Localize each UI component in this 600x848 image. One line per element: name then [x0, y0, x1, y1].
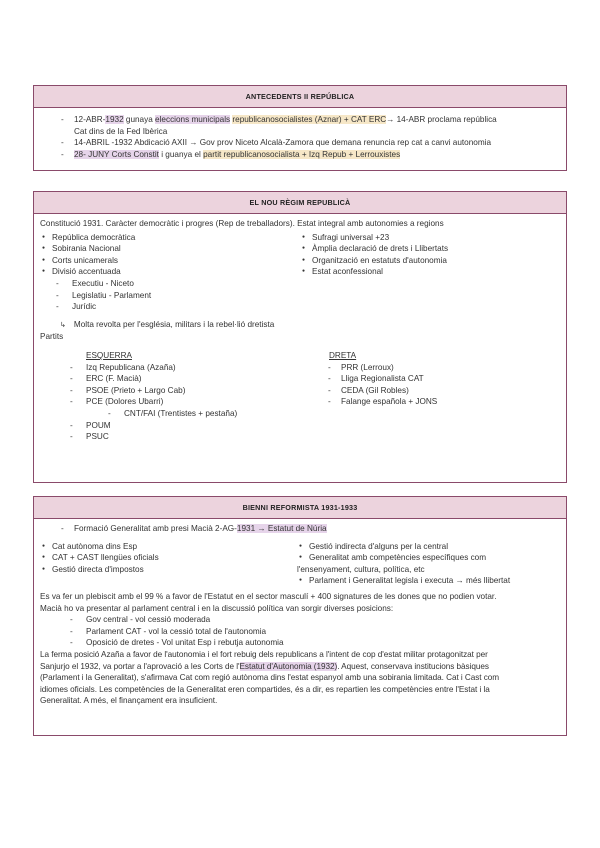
features-left	[40, 232, 300, 313]
section-antecedents	[33, 85, 567, 171]
list-item: ● Generalitat amb competències específiques com	[297, 552, 560, 564]
paragraph: La ferma posició Azaña a favor de l'autonomia i el fort rebuig dels republicans a l'intent de cop d'estat militar protagonitzat per Sanjurjo el 1932, va portar a l'aprovació a les Corts de l'Estatut d'Autonomia (1932). Aquest, conservava institucions bàsiques (Parlament i la Generalitat), s'afirmava Cat com regió autònoma dins l'estat espanyol amb una sobirania limitada. Cat i Cast com idiomes oficials. Les competències de la Generalitat eren compartides, és a dir, es repartien les competències entre l'Estat i la Generalitat. A més, el finançament era insuficient.	[40, 649, 500, 706]
esquerra-column	[40, 350, 293, 443]
features-right	[300, 232, 560, 313]
partits-label: Partits	[40, 332, 64, 342]
list-item: - Formació Generalitat amb presi Macià 2-AG-1931 → Estatut de Núria	[40, 523, 560, 535]
list-item: - ERC (F. Macià)	[40, 373, 293, 385]
list-item: ● Cat autònoma dins Esp	[40, 541, 303, 553]
list-item: - PCE (Dolores Ubarri)	[40, 396, 293, 408]
list-item: ● CAT + CAST llengües oficials	[40, 552, 303, 564]
list-item: ● Divisió accentuada	[40, 266, 300, 278]
list-item: - Falange española + JONS	[307, 396, 560, 408]
list-item: ● Gestió indirecta d'alguns per la central	[297, 541, 560, 553]
list-item: ● República democràtica	[40, 232, 300, 244]
list-item: ● Corts unicamerals	[40, 255, 300, 267]
list-item: - Legislatiu - Parlament	[26, 290, 300, 302]
section-nou-regim	[33, 191, 567, 483]
estatut-right	[297, 541, 560, 587]
list-item: ● Organització en estatuts d'autonomia	[300, 255, 560, 267]
list-item: - Gov central - vol cessió moderada	[40, 614, 560, 626]
list-item: - PSOE (Prieto + Largo Cab)	[40, 385, 293, 397]
list-item: - 12-ABR-1932 gunaya eleccions municipals republicanosocialistes (Aznar) + CAT ERC→ 14-ABR proclama república Cat dins de la Fed Ibèrica	[40, 114, 560, 137]
paragraph: Es va fer un plebiscit amb el 99 % a favor de l'Estatut en el sector masculí + 400 signatures de les dones que no podien votar.	[40, 591, 497, 601]
list-item: ● Estat aconfessional	[300, 266, 560, 278]
list-item: ● Sobirania Nacional	[40, 243, 300, 255]
estatut-left	[40, 541, 303, 587]
section-title: ANTECEDENTS II REPÚBLICA	[34, 86, 566, 108]
paragraph: Macià ho va presentar al parlament central i en la discussió política van sorgir diverses posicions:	[40, 603, 394, 613]
section-title: BIENNI REFORMISTA 1931-1933	[34, 497, 566, 519]
list-item: ● Parlament i Generalitat legisla i executa → més llibertat	[297, 575, 560, 587]
list-item: - POUM	[40, 420, 293, 432]
list-item: - Parlament CAT - vol la cessió total de l'autonomia	[40, 626, 560, 638]
revolt-line: ↳ Molta revolta per l'església, militars i la rebel·lió dretista	[60, 319, 275, 329]
list-item: - CNT/FAI (Trentistes + pestaña)	[40, 408, 293, 420]
intro-text: Constitució 1931. Caràcter democràtic i progres (Rep de treballadors). Estat integral amb autonomies a regions	[40, 219, 444, 228]
esquerra-title: ESQUERRA	[86, 350, 132, 360]
list-item: - PRR (Lerroux)	[307, 362, 560, 374]
list-item: ● Sufragi universal +23	[300, 232, 560, 244]
list-item: ● Gestió directa d'impostos	[40, 564, 303, 576]
list-item-continuation: l'ensenyament, cultura, política, etc	[297, 564, 425, 574]
dreta-title: DRETA	[329, 350, 357, 360]
list-item: - PSUC	[40, 431, 293, 443]
list-item: - Executiu - Niceto	[26, 278, 300, 290]
list-item: - Jurídic	[26, 301, 300, 313]
section-bienni-reformista	[33, 496, 567, 736]
list-item: - Lliga Regionalista CAT	[307, 373, 560, 385]
list-item: - 14-ABRIL -1932 Abdicació AXII → Gov prov Niceto Alcalà-Zamora que demana renuncia rep cat a canvi autonomia	[40, 137, 560, 149]
list-item: ● Àmplia declaració de drets i Llibertats	[300, 243, 560, 255]
section-title: EL NOU RÈGIM REPUBLICÀ	[34, 192, 566, 214]
list-item: - CEDA (Gil Robles)	[307, 385, 560, 397]
list-item: - Izq Republicana (Azaña)	[40, 362, 293, 374]
return-arrow-icon: ↳	[60, 321, 66, 329]
list-item: - 28- JUNY Corts Constit i guanya el partit republicanosocialista + Izq Repub + Lerrouxistes	[40, 149, 560, 161]
dreta-column	[293, 350, 560, 443]
list-item: - Oposició de dretes - Vol unitat Esp i rebutja autonomia	[40, 637, 560, 649]
